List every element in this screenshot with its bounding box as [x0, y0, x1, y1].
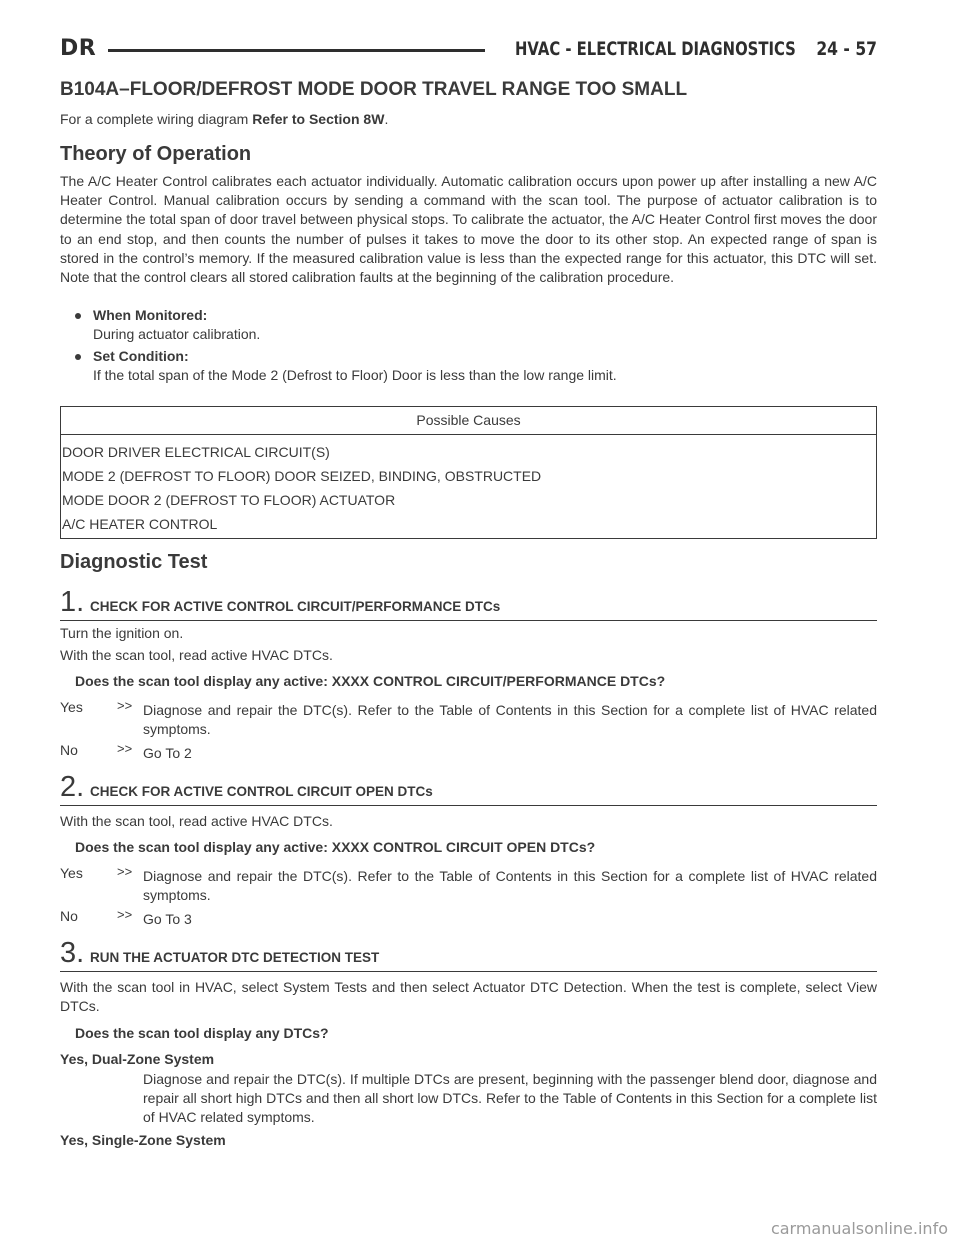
- bullet-dot: [75, 354, 81, 360]
- bullet-text: During actuator calibration.: [93, 326, 261, 342]
- step-1-no-arrow: >>: [117, 741, 133, 756]
- step-2-yes-arrow: >>: [117, 864, 133, 879]
- bullet-text: If the total span of the Mode 2 (Defrost to Floor) Door is less than the low range limit.: [93, 367, 617, 383]
- dtc-title: B104A–FLOOR/DEFROST MODE DOOR TRAVEL RANGE TOO SMALL: [60, 79, 688, 100]
- step-2-no-text: Go To 3: [143, 911, 192, 927]
- header-page-number: 24 - 57: [816, 38, 877, 60]
- theory-heading: Theory of Operation: [60, 143, 252, 165]
- header-model: DR: [60, 36, 97, 61]
- step-2-header: [60, 771, 877, 806]
- step-number: 1.: [60, 586, 85, 618]
- wiring-link: Refer to Section 8W: [252, 111, 385, 127]
- wiring-prefix: For a complete wiring diagram: [60, 111, 253, 127]
- step-2-line: With the scan tool, read active HVAC DTCs.: [60, 813, 333, 829]
- step-2-question: Does the scan tool display any active: XXXX CONTROL CIRCUIT OPEN DTCs?: [75, 839, 596, 855]
- step-3-dual-text: Diagnose and repair the DTC(s). If multiple DTCs are present, beginning with the passenger blend door, diagnose and repair all short high DTCs and then all short low DTCs. Refer to the Table of Contents in this Section for a complete list of HVAC related symptoms.: [143, 1071, 877, 1125]
- step-3-paragraph: With the scan tool in HVAC, select System Tests and then select Actuator DTC Detection. When the test is complete, select View DTCs.: [60, 979, 877, 1015]
- possible-causes-table: [60, 406, 877, 539]
- step-title: CHECK FOR ACTIVE CONTROL CIRCUIT OPEN DTCs: [90, 784, 433, 799]
- cause-row: MODE 2 (DEFROST TO FLOOR) DOOR SEIZED, BINDING, OBSTRUCTED: [62, 468, 542, 484]
- step-2-no-arrow: >>: [117, 907, 133, 922]
- step-1-line: Turn the ignition on.: [60, 625, 184, 641]
- cause-row: MODE DOOR 2 (DEFROST TO FLOOR) ACTUATOR: [62, 492, 396, 508]
- diagnostic-heading: Diagnostic Test: [60, 551, 208, 573]
- watermark-text: carmanualsonline.info: [770, 1219, 948, 1238]
- bullet-label: Set Condition:: [93, 348, 189, 364]
- step-1-no-label: No: [60, 742, 78, 758]
- step-2-no-label: No: [60, 908, 78, 924]
- step-2-yes-label: Yes: [60, 865, 83, 881]
- step-3-header: [60, 937, 877, 972]
- step-3-question: Does the scan tool display any DTCs?: [75, 1025, 329, 1041]
- header-section-title: HVAC - ELECTRICAL DIAGNOSTICS: [515, 38, 796, 60]
- theory-paragraph: The A/C Heater Control calibrates each actuator individually. Automatic calibration occurs upon power up after installing a new A/C Heater Control. Manual calibration occurs by sending a command with the scan tool. The purpose of actuator calibration is to determine the total span of door travel between physical stops. To calibrate the actuator, the A/C Heater Control first moves the door to an end stop, and then counts the number of pulses it takes to move the door to its other stop. An expected range of span is stored in the control’s memory. If the measured calibration value is less than the expected range for this actuator, this DTC will set. Note that the control clears all stored calibration faults at the beginning of the calibration procedure.: [60, 173, 877, 286]
- wiring-suffix: .: [384, 111, 389, 127]
- cause-row: DOOR DRIVER ELECTRICAL CIRCUIT(S): [62, 444, 330, 460]
- cause-row: A/C HEATER CONTROL: [62, 516, 218, 532]
- step-3-dual-label: Yes, Dual-Zone System: [60, 1051, 215, 1067]
- step-1-header: [60, 586, 877, 621]
- bullet-dot: [75, 313, 81, 319]
- step-1-line: With the scan tool, read active HVAC DTCs.: [60, 647, 333, 663]
- causes-header: Possible Causes: [61, 407, 876, 435]
- step-number: 3.: [60, 937, 85, 969]
- step-1-no-text: Go To 2: [143, 745, 192, 761]
- bullet-label: When Monitored:: [93, 307, 208, 323]
- step-number: 2.: [60, 771, 85, 803]
- step-title: RUN THE ACTUATOR DTC DETECTION TEST: [90, 950, 380, 965]
- manual-page: [60, 0, 877, 1242]
- step-1-question: Does the scan tool display any active: XXXX CONTROL CIRCUIT/PERFORMANCE DTCs?: [75, 673, 666, 689]
- step-2-yes-text: Diagnose and repair the DTC(s). Refer to the Table of Contents in this Section for a complete list of HVAC related symptoms.: [143, 868, 877, 903]
- step-title: CHECK FOR ACTIVE CONTROL CIRCUIT/PERFORMANCE DTCs: [90, 599, 501, 614]
- wiring-reference: [60, 111, 388, 127]
- step-1-yes-label: Yes: [60, 699, 83, 715]
- step-1-yes-arrow: >>: [117, 698, 133, 713]
- header-rule: [108, 49, 485, 52]
- step-1-yes-text: Diagnose and repair the DTC(s). Refer to the Table of Contents in this Section for a complete list of HVAC related symptoms.: [143, 702, 877, 737]
- page-header: [60, 36, 877, 66]
- step-3-single-label: Yes, Single-Zone System: [60, 1132, 226, 1148]
